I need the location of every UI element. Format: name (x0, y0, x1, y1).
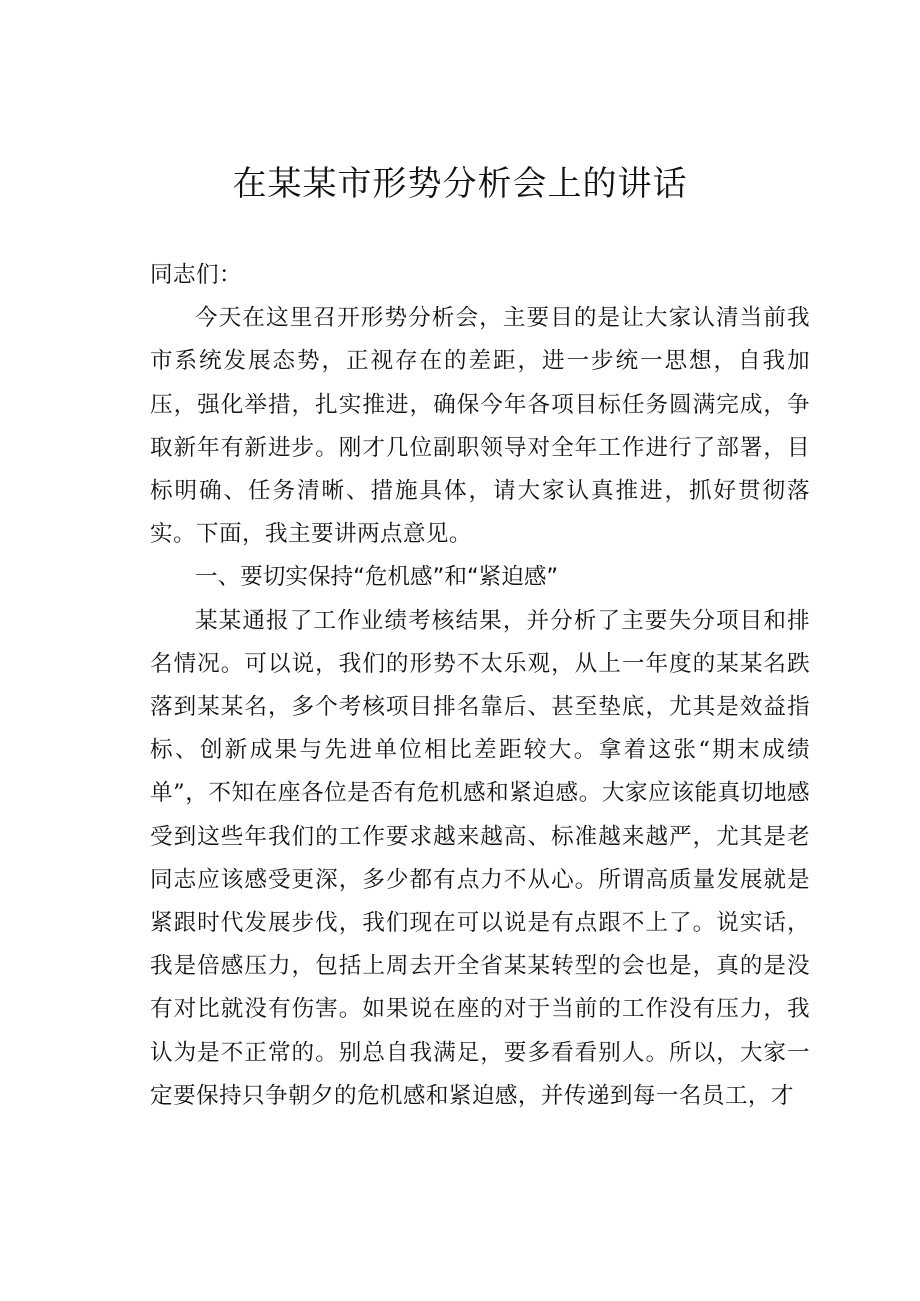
document-title: 在某某市形势分析会上的讲话 (232, 164, 688, 204)
section-paragraph: 某某通报了工作业绩考核结果，并分析了主要失分项目和排名情况。可以说，我们的形势不太乐观，从上一年度的某某名跌落到某某名，多个考核项目排名靠后、甚至垫底，尤其是效益指标、创新成果与先进单位相比差距较大。拿着这张“期末成绩单”，不知在座各位是否有危机感和紧迫感。大家应该能真切地感受到这些年我们的工作要求越来越高、标准越来越严，尤其是老同志应该感受更深，多少都有点力不从心。所谓高质量发展就是紧跟时代发展步伐，我们现在可以说是有点跟不上了。说实话，我是倍感压力，包括上周去开全省某某转型的会也是，真的是没有对比就没有伤害。如果说在座的对于当前的工作没有压力，我认为是不正常的。别总自我满足，要多看看别人。所以，大家一定要保持只争朝夕的危机感和紧迫感，并传递到每一名员工，才 (150, 607, 810, 1109)
salutation: 同志们： (150, 262, 242, 288)
intro-paragraph: 今天在这里召开形势分析会，主要目的是让大家认清当前我市系统发展态势，正视存在的差距，进一步统一思想，自我加压，强化举措，扎实推进，确保今年各项目标任务圆满完成，争取新年有新进步。刚才几位副职领导对全年工作进行了部署，目标明确、任务清晰、措施具体，请大家认真推进，抓好贯彻落实。下面，我主要讲两点意见。 (150, 305, 810, 548)
section-heading: 一、要切实保持“危机感”和“紧迫感” (195, 564, 559, 591)
document-body (150, 254, 810, 1118)
